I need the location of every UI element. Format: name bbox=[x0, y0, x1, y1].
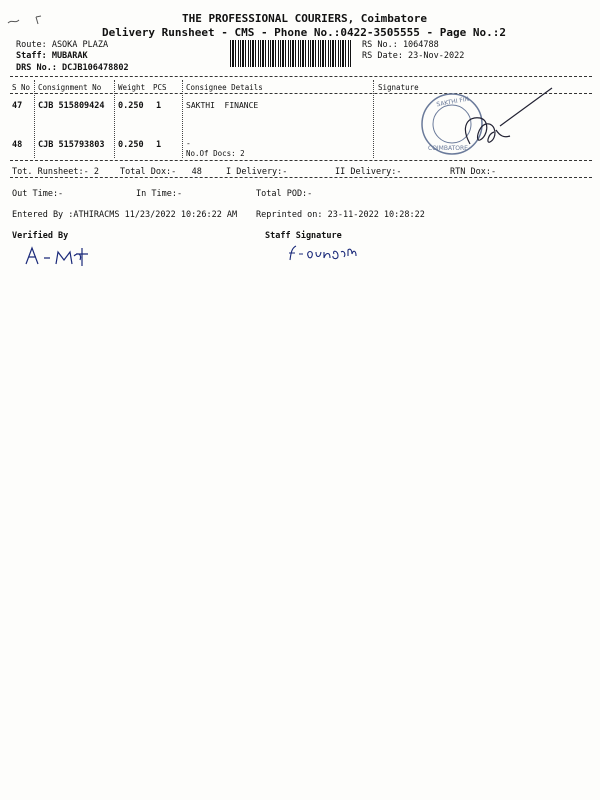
column-separator bbox=[182, 80, 183, 158]
col-header-weight: Weight bbox=[118, 83, 146, 92]
i-delivery: I Delivery:- bbox=[226, 167, 288, 177]
col-header-signature: Signature bbox=[378, 83, 419, 92]
row-sno: 47 bbox=[12, 101, 23, 111]
row-consignee: - bbox=[186, 139, 191, 148]
divider bbox=[10, 177, 592, 178]
verified-by-label: Verified By bbox=[12, 231, 69, 241]
runsheet-title: Delivery Runsheet - CMS - Phone No.:0422-3505555 - Page No.:2 bbox=[102, 26, 506, 39]
in-time: In Time:- bbox=[136, 189, 183, 199]
barcode bbox=[230, 40, 352, 67]
rs-number: RS No.: 1064788 bbox=[362, 40, 439, 50]
divider bbox=[10, 160, 592, 161]
route-label: Route: ASOKA PLAZA bbox=[16, 40, 109, 50]
col-header-sno: S No bbox=[12, 83, 31, 92]
row-weight: 0.250 bbox=[118, 101, 144, 111]
staff-label: Staff: MUBARAK bbox=[16, 51, 88, 61]
out-time: Out Time:- bbox=[12, 189, 64, 199]
total-runsheet: Tot. Runsheet:- 2 bbox=[12, 167, 99, 177]
row-sno: 48 bbox=[12, 140, 23, 150]
column-separator bbox=[34, 80, 35, 158]
column-separator bbox=[373, 80, 374, 158]
col-header-consignment: Consignment No bbox=[38, 83, 102, 92]
svg-text:COIMBATORE: COIMBATORE bbox=[428, 145, 468, 152]
entered-by: Entered By :ATHIRACMS 11/23/2022 10:26:22 AM bbox=[12, 210, 238, 220]
col-header-consignee: Consignee Details bbox=[186, 83, 263, 92]
reprinted-on: Reprinted on: 23-11-2022 10:28:22 bbox=[256, 210, 425, 220]
staff-handwritten-signature bbox=[286, 242, 366, 264]
ii-delivery: II Delivery:- bbox=[335, 167, 402, 177]
docs-count: No.Of Docs: 2 bbox=[186, 149, 245, 158]
row-pcs: 1 bbox=[156, 101, 162, 111]
column-separator bbox=[114, 80, 115, 158]
row-consignment: CJB 515809424 bbox=[38, 101, 105, 111]
divider bbox=[10, 76, 592, 77]
total-dox: Total Dox:- 48 bbox=[120, 167, 202, 177]
rtn-dox: RTN Dox:- bbox=[450, 167, 497, 177]
staff-signature-label: Staff Signature bbox=[265, 231, 342, 241]
row-pcs: 1 bbox=[156, 140, 162, 150]
row-weight: 0.250 bbox=[118, 140, 144, 150]
row-consignment: CJB 515793803 bbox=[38, 140, 105, 150]
row-consignee: SAKTHI FINANCE bbox=[186, 101, 259, 110]
total-pod: Total POD:- bbox=[256, 189, 313, 199]
corner-scribble bbox=[6, 14, 46, 28]
col-header-pcs: PCS bbox=[153, 83, 167, 92]
receiver-signature bbox=[440, 86, 555, 156]
rs-date: RS Date: 23-Nov-2022 bbox=[362, 51, 465, 61]
company-title: THE PROFESSIONAL COURIERS, Coimbatore bbox=[182, 12, 428, 25]
verified-by-signature bbox=[22, 244, 94, 268]
drs-number: DRS No.: DCJB106478802 bbox=[16, 63, 129, 73]
svg-text:SAKTHI FIN: SAKTHI FIN bbox=[435, 95, 470, 109]
